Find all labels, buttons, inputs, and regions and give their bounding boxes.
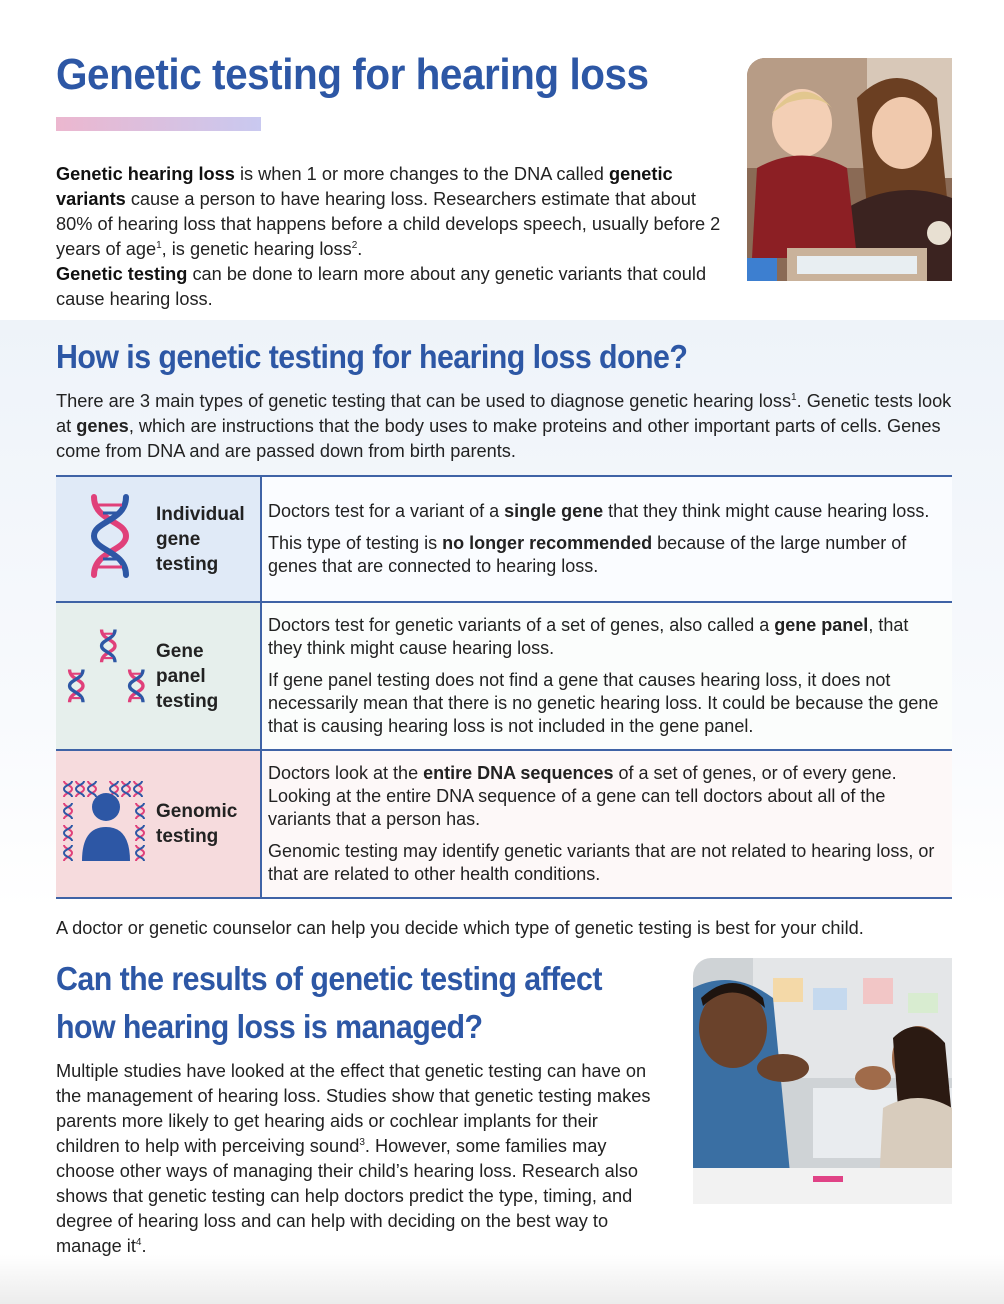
term-genetic-hearing-loss: Genetic hearing loss bbox=[56, 164, 235, 184]
section-heading-how: How is genetic testing for hearing loss done? bbox=[56, 338, 688, 375]
term-genetic-testing: Genetic testing bbox=[56, 264, 188, 284]
dna-icon bbox=[56, 476, 154, 602]
test-name-gene-panel: Gene panel testing bbox=[154, 602, 261, 750]
table-row-gene-panel bbox=[56, 602, 952, 750]
genome-person-icon bbox=[56, 750, 154, 898]
title-accent-bar bbox=[56, 117, 261, 131]
section-how-paragraph: There are 3 main types of genetic testing that can be used to diagnose genetic hearing loss$^1$. Genetic tests look at genes, which are instructions that the body uses to make proteins and other important parts of cells. Genes come from DNA and are passed down from birth parents. bbox=[56, 391, 952, 461]
photo-mother-and-child bbox=[747, 58, 952, 281]
reference-marker: 4 bbox=[135, 1236, 142, 1248]
test-description-gene-panel: Doctors test for genetic variants of a set of genes, also called a gene panel, that they think might cause hearing loss. If gene panel testing does not find a gene that causes hearing loss, it does not necessarily mean that there is no genetic hearing loss. It could be because the gene that is causing hearing loss is not included in the gene panel. bbox=[261, 602, 952, 750]
reference-marker: 3 bbox=[359, 1136, 365, 1148]
table-row-individual bbox=[56, 476, 952, 602]
test-name-genomic: Genomic testing bbox=[154, 750, 261, 898]
test-description-individual: Doctors test for a variant of a single gene that they think might cause hearing loss. This type of testing is no longer recommended because of the large number of genes that are connected to hearing loss. bbox=[261, 476, 952, 602]
term-genetic-variants: genetic variants bbox=[56, 164, 673, 209]
reference-marker: 1 bbox=[156, 239, 162, 251]
table-row-genomic bbox=[56, 750, 952, 898]
testing-types-table bbox=[56, 475, 952, 899]
section-heading-results: Can the results of genetic testing affect how hearing loss is managed? bbox=[56, 960, 602, 1045]
reference-marker: 1 bbox=[791, 391, 797, 403]
test-name-individual: Individual gene testing bbox=[154, 476, 261, 602]
test-description-genomic: Doctors look at the entire DNA sequences of a set of genes, or of every gene. Looking at the entire DNA sequence of a gene can tell doctors about all of the variants that a person has. Genomic testing may identify genetic variants that are not related to hearing loss, or that are related to other health conditions. bbox=[261, 750, 952, 898]
reference-marker: 2 bbox=[351, 239, 358, 251]
dna-panel-icon bbox=[56, 602, 154, 750]
intro-paragraph: Genetic hearing loss is when 1 or more changes to the DNA called genetic variants cause a person to have hearing loss. Researchers estimate that about 80% of hearing loss that happens before a child develops speech, usually before 2 years of age$^1$, is genetic hearing loss$^2$. Genetic testing can be done to learn more about any genetic variants that could cause hearing loss. bbox=[56, 164, 721, 309]
term-genes: genes bbox=[76, 416, 129, 436]
section-results-paragraph: Multiple studies have looked at the effect that genetic testing can have on the management of hearing loss. Studies show that genetic testing makes parents more likely to get hearing aids or cochlear implants for their children to help with perceiving sound$^3$. However, some families may choose other ways of managing their child’s hearing loss. Research also shows that genetic testing can help doctors predict the type, timing, and degree of hearing loss and can help with deciding on the best way to manage $it^4$. bbox=[56, 1061, 651, 1256]
advice-text: A doctor or genetic counselor can help you decide which type of genetic testing is best for your child. bbox=[56, 918, 864, 938]
photo-teacher-signing-with-child bbox=[693, 958, 952, 1204]
page-title: Genetic testing for hearing loss bbox=[56, 50, 649, 99]
